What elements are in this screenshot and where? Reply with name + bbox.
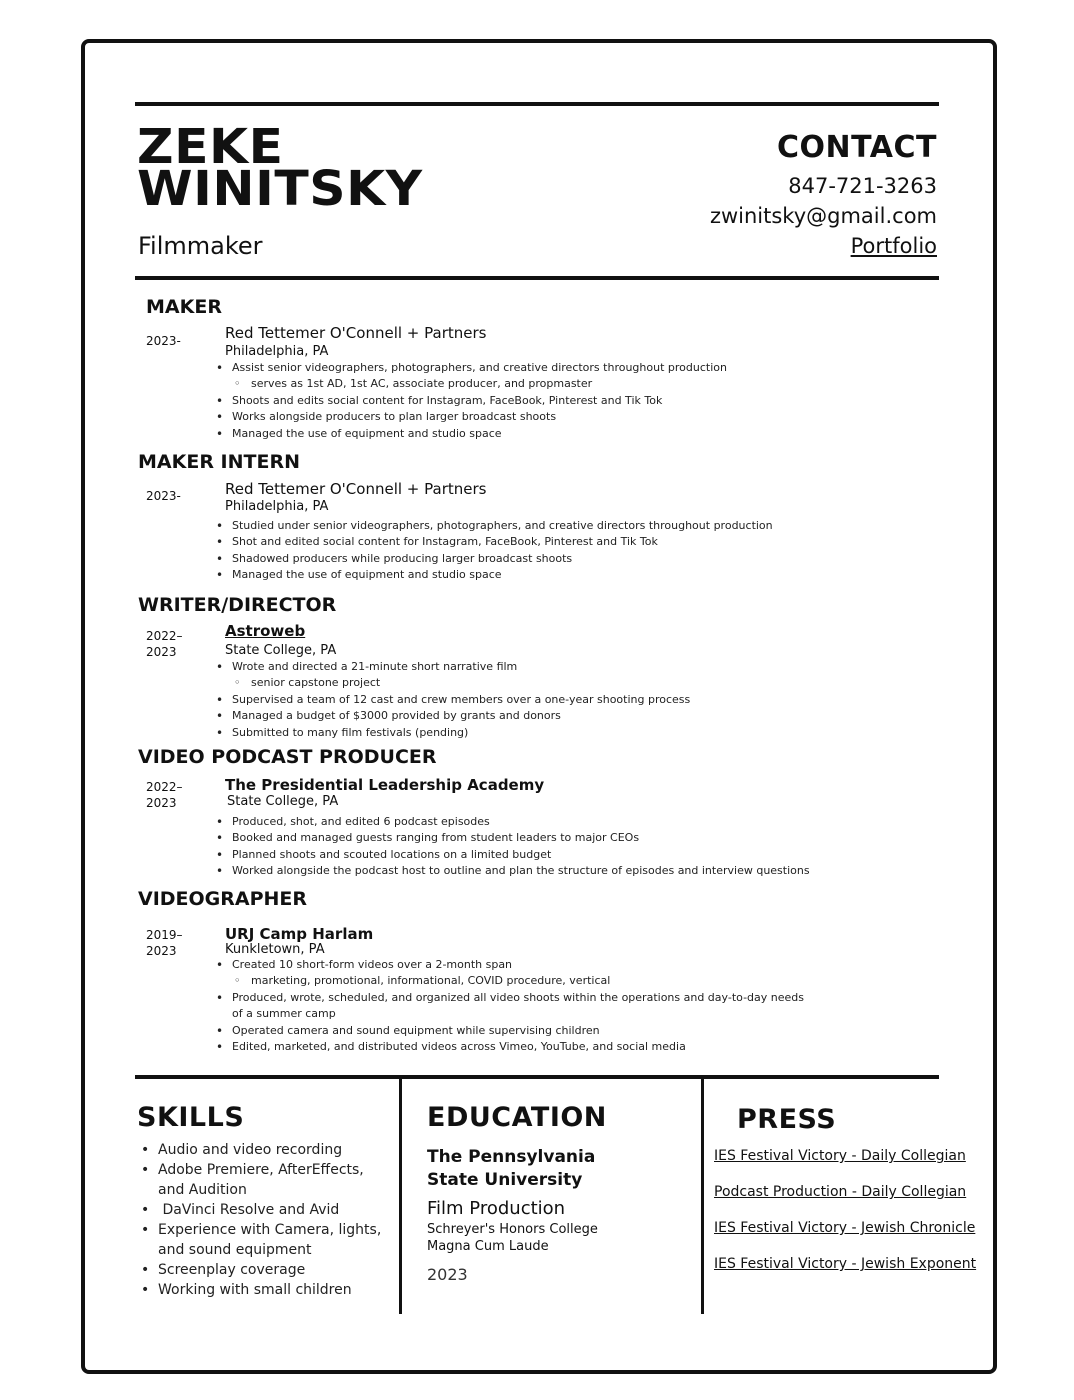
year-start: 2022– bbox=[146, 780, 183, 794]
job-org: The Presidential Leadership Academy bbox=[225, 776, 545, 794]
list-item: • Edited, marketed, and distributed videos across Vimeo, YouTube, and social media bbox=[215, 1039, 815, 1055]
header-top-rule bbox=[135, 102, 939, 106]
section-title-videographer: VIDEOGRAPHER bbox=[138, 888, 308, 910]
job-location: Philadelphia, PA bbox=[225, 344, 329, 359]
job-years: 2023- bbox=[146, 334, 181, 348]
job-years bbox=[146, 628, 183, 660]
job-location: Philadelphia, PA bbox=[225, 499, 329, 514]
contact-phone: 847-721-3263 bbox=[788, 174, 937, 198]
press-link[interactable]: IES Festival Victory - Daily Collegian bbox=[714, 1148, 966, 1164]
list-item: • Shadowed producers while producing larger broadcast shoots bbox=[215, 551, 773, 567]
list-item: • Submitted to many film festivals (pending) bbox=[215, 725, 690, 741]
section-title-writer-director: WRITER/DIRECTOR bbox=[138, 594, 337, 616]
job-bullets bbox=[215, 814, 810, 880]
list-item: • Shoots and edits social content for Instagram, FaceBook, Pinterest and Tik Tok bbox=[215, 393, 727, 409]
job-location: State College, PA bbox=[225, 643, 337, 658]
contact-email: zwinitsky@gmail.com bbox=[709, 204, 937, 228]
list-item: • Studied under senior videographers, photographers, and creative directors throughout production bbox=[215, 518, 773, 534]
year-start: 2019– bbox=[146, 928, 183, 942]
job-years bbox=[146, 927, 183, 959]
list-item: • Assist senior videographers, photographers, and creative directors throughout production bbox=[215, 360, 727, 376]
list-item: • Operated camera and sound equipment while supervising children bbox=[215, 1023, 815, 1039]
job-years: 2023- bbox=[146, 489, 181, 503]
list-item: • Managed the use of equipment and studio space bbox=[215, 567, 773, 583]
job-location: Kunkletown, PA bbox=[225, 942, 325, 957]
portfolio-link[interactable]: Portfolio bbox=[850, 234, 937, 258]
school-line-2: State University bbox=[427, 1170, 583, 1190]
list-item: • DaVinci Resolve and Avid bbox=[138, 1200, 393, 1220]
year-end: 2023 bbox=[146, 944, 177, 958]
year-end: 2023 bbox=[146, 645, 177, 659]
year-end: 2023 bbox=[146, 796, 177, 810]
job-bullets bbox=[215, 957, 815, 1055]
school-name bbox=[427, 1146, 595, 1192]
list-item: ◦ serves as 1st AD, 1st AC, associate producer, and propmaster bbox=[215, 376, 727, 392]
bottom-section-rule bbox=[135, 1075, 939, 1079]
list-item: • Managed a budget of $3000 provided by grants and donors bbox=[215, 708, 690, 724]
year-start: 2022– bbox=[146, 629, 183, 643]
list-item: • Audio and video recording bbox=[138, 1140, 393, 1160]
press-link[interactable]: IES Festival Victory - Jewish Chronicle bbox=[714, 1220, 976, 1236]
contact-block bbox=[710, 130, 937, 261]
job-bullets bbox=[215, 518, 773, 584]
job-org: Red Tettemer O'Connell + Partners bbox=[225, 324, 487, 342]
contact-heading: CONTACT bbox=[777, 130, 937, 165]
skills-list bbox=[138, 1140, 393, 1300]
section-title-maker: MAKER bbox=[146, 296, 222, 318]
graduation-year: 2023 bbox=[427, 1265, 468, 1284]
first-name: ZEKE bbox=[137, 119, 284, 175]
list-item: • Working with small children bbox=[138, 1280, 393, 1300]
skills-heading: SKILLS bbox=[137, 1102, 245, 1133]
section-title-maker-intern: MAKER INTERN bbox=[138, 451, 301, 473]
list-item: ◦ senior capstone project bbox=[215, 675, 690, 691]
list-item: ◦ marketing, promotional, informational, COVID procedure, vertical bbox=[215, 973, 815, 989]
press-link[interactable]: IES Festival Victory - Jewish Exponent bbox=[714, 1256, 977, 1272]
list-item: • Created 10 short-form videos over a 2-month span bbox=[215, 957, 815, 973]
list-item: • Planned shoots and scouted locations on a limited budget bbox=[215, 847, 810, 863]
last-name: WINITSKY bbox=[137, 161, 423, 217]
school-line-1: The Pennsylvania bbox=[427, 1147, 596, 1167]
header-bottom-rule bbox=[135, 276, 939, 280]
candidate-name bbox=[137, 119, 423, 217]
list-item: • Experience with Camera, lights, and sound equipment bbox=[138, 1220, 393, 1260]
section-title-podcast-producer: VIDEO PODCAST PRODUCER bbox=[138, 746, 437, 768]
press-link[interactable]: Podcast Production - Daily Collegian bbox=[714, 1184, 967, 1200]
list-item: • Shot and edited social content for Instagram, FaceBook, Pinterest and Tik Tok bbox=[215, 534, 773, 550]
education-heading: EDUCATION bbox=[427, 1102, 607, 1133]
job-years bbox=[146, 779, 183, 811]
job-bullets bbox=[215, 360, 727, 442]
list-item: • Works alongside producers to plan larger broadcast shoots bbox=[215, 409, 727, 425]
column-divider-1 bbox=[399, 1077, 402, 1314]
list-item: • Screenplay coverage bbox=[138, 1260, 393, 1280]
press-heading: PRESS bbox=[737, 1104, 837, 1135]
college-name: Schreyer's Honors College bbox=[427, 1222, 598, 1237]
job-bullets bbox=[215, 659, 690, 741]
job-org bbox=[225, 622, 305, 640]
job-org: Red Tettemer O'Connell + Partners bbox=[225, 480, 487, 498]
list-item: • Wrote and directed a 21-minute short narrative film bbox=[215, 659, 690, 675]
list-item: • Produced, shot, and edited 6 podcast episodes bbox=[215, 814, 810, 830]
list-item: • Supervised a team of 12 cast and crew members over a one-year shooting process bbox=[215, 692, 690, 708]
job-location: State College, PA bbox=[227, 794, 339, 809]
list-item: • Adobe Premiere, AfterEffects, and Audition bbox=[138, 1160, 393, 1200]
list-item: • Booked and managed guests ranging from student leaders to major CEOs bbox=[215, 830, 810, 846]
job-subtitle: Filmmaker bbox=[138, 232, 263, 260]
job-org: URJ Camp Harlam bbox=[225, 925, 374, 943]
list-item: • Worked alongside the podcast host to outline and plan the structure of episodes and interview questions bbox=[215, 863, 810, 879]
astroweb-link[interactable]: Astroweb bbox=[225, 622, 306, 640]
program-name: Film Production bbox=[427, 1198, 566, 1219]
list-item: • Produced, wrote, scheduled, and organized all video shoots within the operations and day-to-day needs of a summer camp bbox=[215, 990, 815, 1023]
list-item: • Managed the use of equipment and studio space bbox=[215, 426, 727, 442]
honors: Magna Cum Laude bbox=[427, 1239, 549, 1254]
column-divider-2 bbox=[701, 1077, 704, 1314]
